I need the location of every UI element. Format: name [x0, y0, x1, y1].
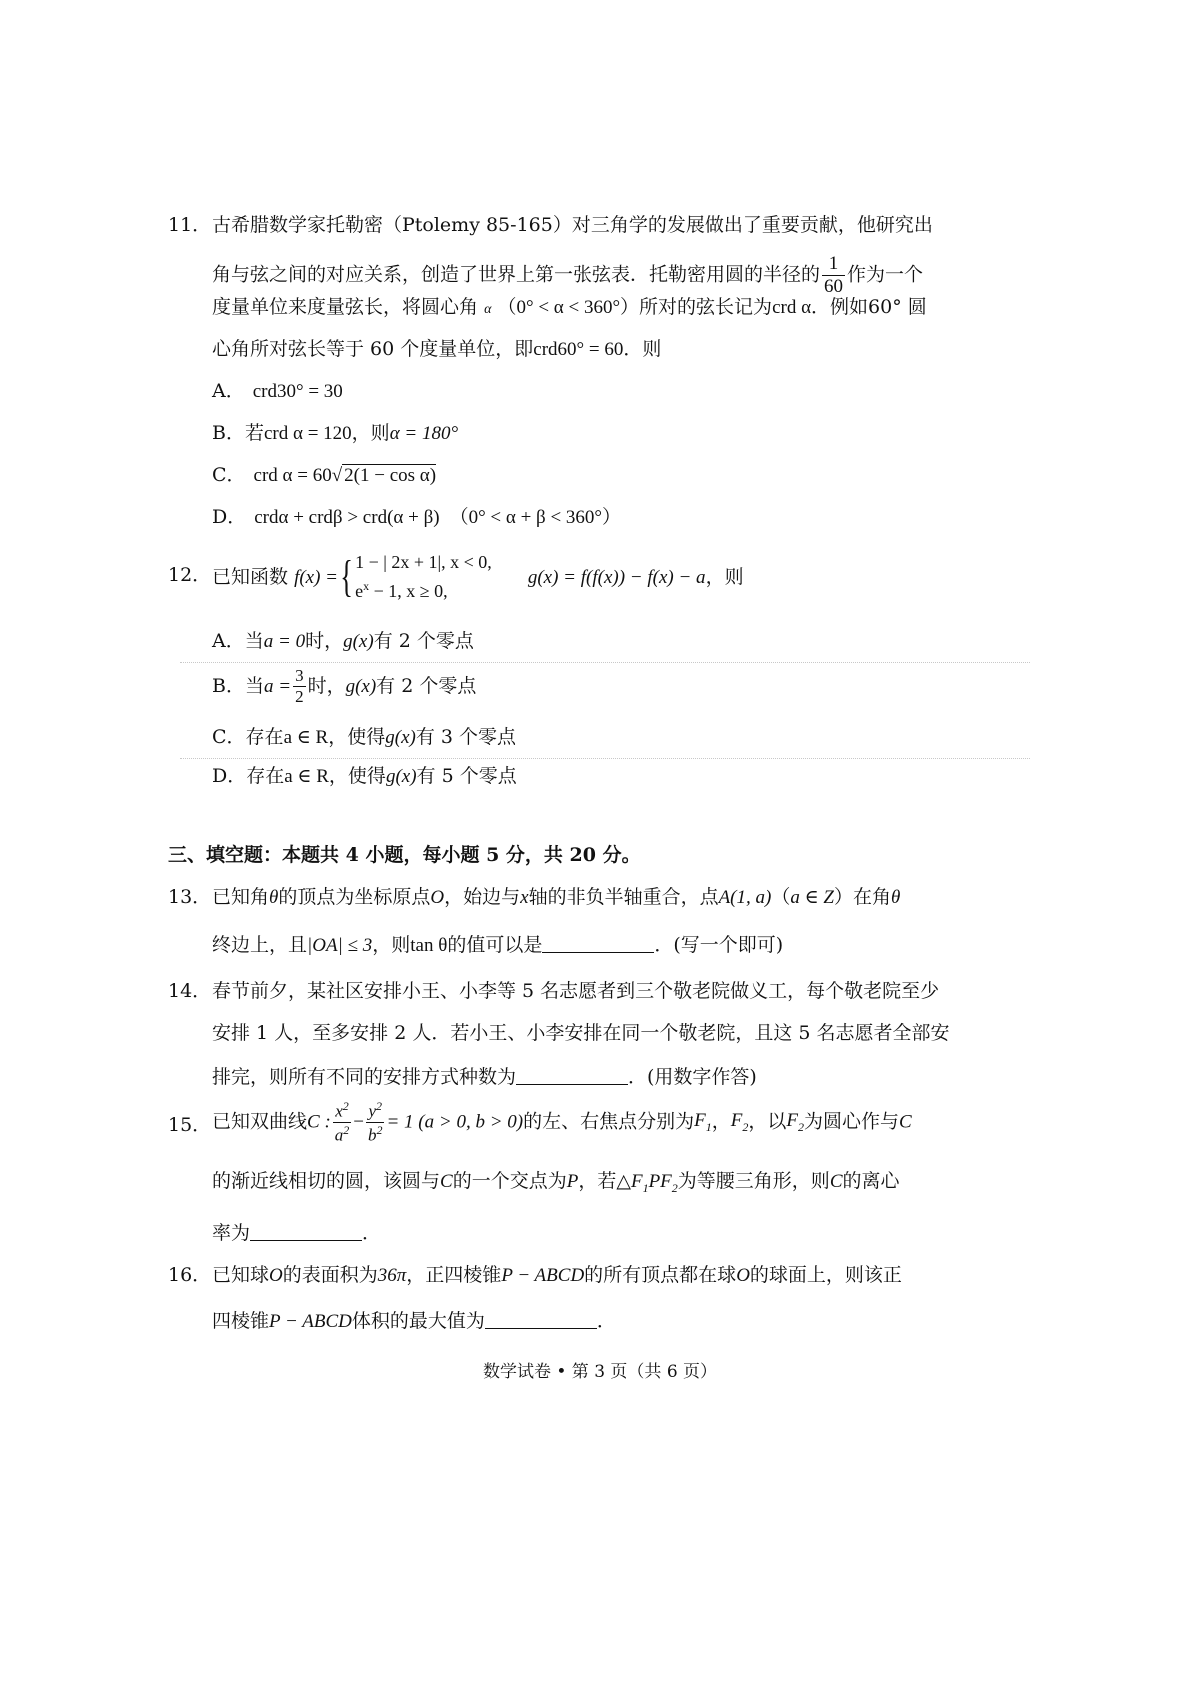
q11-line3: 度量单位来度量弦长，将圆心角 α （0° < α < 360°）所对的弦长记为crd α．例如60° 圆	[212, 296, 927, 318]
q11-fraction: $\frac{1}{60}$	[824, 253, 844, 297]
q11-line4: 心角所对弦长等于 60 个度量单位，即crd60° = 60．则	[212, 338, 662, 360]
q11-option-c: C． crd α = 60√ 2(1 − cos α)	[212, 464, 437, 486]
answer-blank	[485, 1310, 597, 1329]
q12-b-fraction: $\frac{3}{2}$	[295, 666, 304, 706]
dotted-divider	[180, 662, 1030, 663]
square-exponent: 2	[342, 1099, 349, 1113]
q14-line1: 春节前夕，某社区安排小王、小李等 5 名志愿者到三个敬老院做义工，每个敬老院至少	[212, 980, 940, 1002]
q14-line2: 安排 1 人，至多安排 2 人．若小王、小李安排在同一个敬老院，且这 5 名志愿者全部安	[212, 1022, 950, 1044]
q12-option-b: B．当a = $\frac{3}{2}$ 时，g(x)有 2 个零点	[212, 666, 477, 706]
q16-line1: 已知球O的表面积为36π，正四棱锥P − ABCD的所有顶点都在球O的球面上，则该正	[212, 1264, 902, 1286]
q15-line3: 率为 ．	[212, 1222, 382, 1244]
q12-option-c: C．存在a ∈ R，使得g(x)有 3 个零点	[212, 726, 517, 748]
answer-blank	[250, 1222, 362, 1241]
answer-blank	[542, 934, 654, 953]
q12-option-a: A．当a = 0时，g(x)有 2 个零点	[212, 630, 474, 652]
q12-option-d: D．存在a ∈ R，使得g(x)有 5 个零点	[212, 765, 517, 787]
q11-option-a: A． crd30° = 30	[212, 380, 343, 402]
q11-option-d: D． crdα + crdβ > crd(α + β) （0° < α + β < 360°）	[212, 506, 622, 528]
q13-line1: 已知角θ的顶点为坐标原点O，始边与x轴的非负半轴重合，点A(1, a)（a ∈ Z）在角θ	[212, 886, 901, 908]
q13-number: 13．	[168, 886, 212, 908]
q11-line1: 古希腊数学家托勒密（Ptolemy 85-165）对三角学的发展做出了重要贡献，他研究出	[212, 214, 933, 236]
q16-number: 16．	[168, 1264, 212, 1286]
q11-option-b: B．若crd α = 120，则α = 180°	[212, 422, 459, 444]
q11-number: 11．	[168, 214, 212, 236]
square-exponent: 2	[343, 1122, 350, 1137]
section-3-heading: 三、填空题：本题共 4 小题，每小题 5 分，共 20 分。	[168, 844, 641, 866]
q11-line2: 角与弦之间的对应关系，创造了世界上第一张弦表．托勒密用圆的半径的 $\frac{1}{60}$ 作为一个	[212, 253, 924, 297]
piecewise-cases: 1 − | 2x + 1|, x < 0, $e^x - 1$, x ≥ 0,	[355, 552, 492, 601]
sqrt-sign: √	[331, 465, 343, 486]
q14-line3: 排完，则所有不同的安排方式种数为 ．(用数字作答)	[212, 1066, 757, 1088]
dotted-divider	[180, 758, 1030, 759]
q12-stem: 已知函数 f(x) ={ 1 − | 2x + 1|, x < 0, $e^x - 1$, x ≥ 0, g(x) = f(f(x)) − f(x) − a，则	[212, 549, 744, 606]
q12-number: 12．	[168, 564, 212, 586]
piecewise-brace: {	[340, 552, 353, 602]
q15-line1: 已知双曲线C : $\frac{x^2}{a^2}$ − $\frac{y^2}{b^2}$ = 1 (a > 0, b > 0)的左、右焦点分别为$F_1$，$F_2$，以$F_2$为圆心作与C	[212, 1099, 912, 1145]
page-footer: 数学试卷 • 第 3 页（共 6 页）	[482, 1362, 718, 1382]
q13-line2: 终边上，且|OA| ≤ 3，则tan θ的值可以是 ．(写一个即可)	[212, 934, 784, 956]
answer-blank	[516, 1066, 628, 1085]
q14-number: 14．	[168, 980, 212, 1002]
q15-x-fraction: $\frac{x^2}{a^2}$	[334, 1099, 350, 1145]
q16-line2: 四棱锥P − ABCD体积的最大值为 ．	[212, 1310, 616, 1332]
q15-number: 15．	[168, 1114, 212, 1136]
q15-line2: 的渐近线相切的圆，该圆与C的一个交点为P，若$\triangle F_1PF_2$为等腰三角形，则C的离心	[212, 1170, 900, 1195]
square-exponent: 2	[376, 1099, 382, 1113]
q15-y-fraction: $\frac{y^2}{b^2}$	[367, 1099, 383, 1145]
square-exponent: 2	[376, 1122, 383, 1137]
